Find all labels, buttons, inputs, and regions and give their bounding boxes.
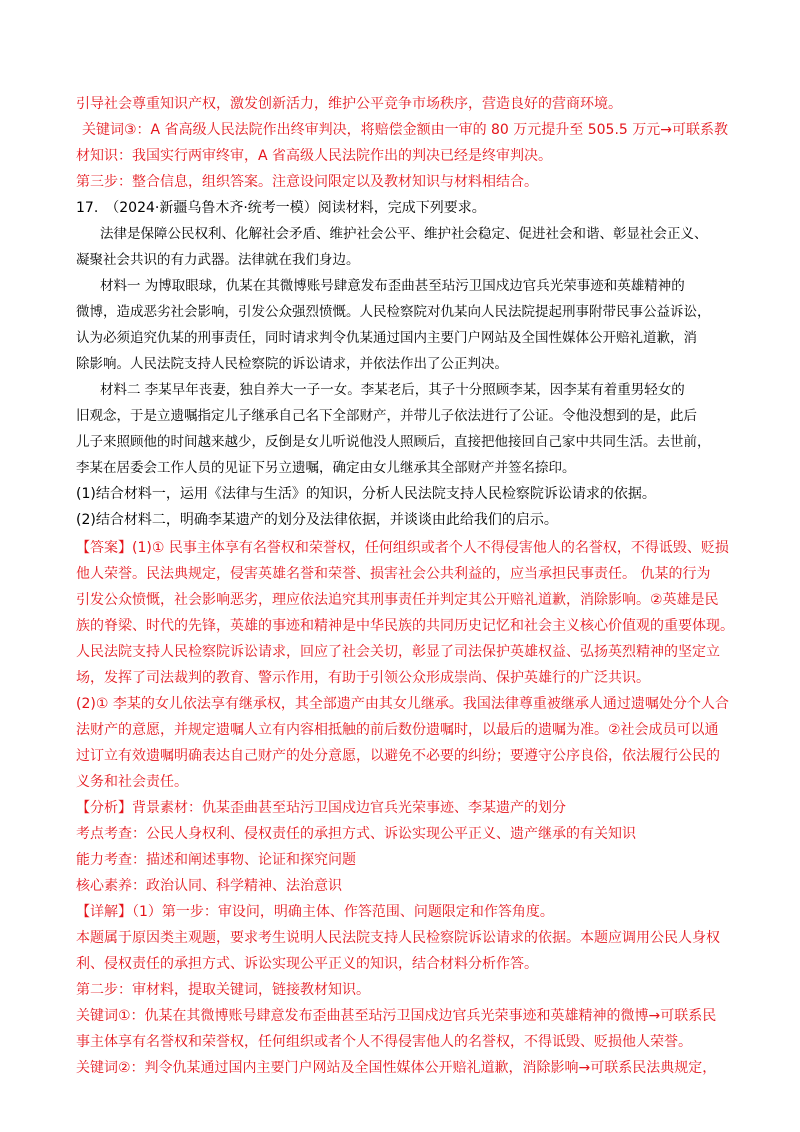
answer-line: 族的脊梁、时代的先锋，英雄的事迹和精神是中华民族的共同历史记忆和社会主义核心价值观的重要体现。 xyxy=(76,618,734,634)
text-line: 材知识：我国实行两审终审，A 省高级人民法院作出的判决已经是终审判决。 xyxy=(76,148,553,164)
detail-line: 关键词②：判令仇某通过国内主要门户网站及全国性媒体公开赔礼道歉，消除影响→可联系民法典规定， xyxy=(76,1060,717,1076)
analysis-line: 核心素养：政治认同、科学精神、法治意识 xyxy=(76,878,342,894)
text-line: 凝聚社会共识的有力武器。法律就在我们身边。 xyxy=(76,252,360,268)
detail-line: 【详解】（1）第一步：审设问，明确主体、作答范围、问题限定和作答角度。 xyxy=(76,904,554,920)
question-heading: 17. （2024·新疆乌鲁木齐·统考一模）阅读材料，完成下列要求。 xyxy=(76,200,486,216)
analysis-line: 能力考查：描述和阐述事物、论证和探究问题 xyxy=(76,852,356,868)
text-line: 第三步：整合信息，组织答案。注意设问限定以及教材知识与材料相结合。 xyxy=(76,174,538,190)
answer-line: 场，发挥了司法裁判的教育、警示作用，有助于引领公众形成崇尚、保护英雄行的广泛共识。 xyxy=(76,670,650,686)
question-part-1: (1)结合材料一，运用《法律与生活》的知识，分析人民法院支持人民检察院诉讼请求的依据。 xyxy=(76,486,656,502)
detail-line: 本题属于原因类主观题，要求考生说明人民法院支持人民检察院诉讼请求的依据。本题应调用公民人身权 xyxy=(76,930,720,946)
detail-line: 利、侵权责任的承担方式、诉讼实现公平正义的知识，结合材料分析作答。 xyxy=(76,956,538,972)
material-two-line: 旧观念，于是立遗嘱指定儿子继承自己名下全部财产，并带儿子依法进行了公证。令他没想到的是，此后 xyxy=(76,408,697,424)
material-two-line: 李某在居委会工作人员的见证下另立遗嘱，确定由女儿继承其全部财产并签名捺印。 xyxy=(76,460,576,476)
text-line: 关键词③：A 省高级人民法院作出终审判决，将赔偿金额由一审的 80 万元提升至 505.5 万元→可联系教 xyxy=(82,122,729,138)
question-part-2: (2)结合材料二，明确李某遗产的划分及法律依据，并谈谈由此给我们的启示。 xyxy=(76,512,558,528)
material-one-line: 认为必须追究仇某的刑事责任，同时请求判令仇某通过国内主要门户网站及全国性媒体公开赔礼道歉，消 xyxy=(76,330,697,346)
detail-line: 第二步：审材料，提取关键词，链接教材知识。 xyxy=(76,982,370,998)
answer-line: (2)① 李某的女儿依法享有继承权，其全部遗产由其女儿继承。我国法律尊重被继承人通过遗嘱处分个人合 xyxy=(76,696,729,712)
material-two-line: 材料二 李某早年丧妻，独自养大一子一女。李某老后，其子十分照顾李某，因李某有着重男轻女的 xyxy=(100,382,685,398)
answer-line: 人民法院支持人民检察院诉讼请求，回应了社会关切，彰显了司法保护英雄权益、弘扬英烈精神的坚定立 xyxy=(76,644,720,660)
answer-line: 义务和社会责任。 xyxy=(76,774,188,790)
analysis-line: 考点考查：公民人身权利、侵权责任的承担方式、诉讼实现公平正义、遗产继承的有关知识 xyxy=(76,826,636,842)
answer-line: 法财产的意愿，并规定遗嘱人立有内容相抵触的前后数份遗嘱时，以最后的遗嘱为准。②社会成员可以通 xyxy=(76,722,719,738)
answer-line: 过订立有效遗嘱明确表达自己财产的处分意愿，以避免不必要的纠纷；要遵守公序良俗，依法履行公民的 xyxy=(76,748,720,764)
text-line: 引导社会尊重知识产权，激发创新活力，维护公平竞争市场秩序，营造良好的营商环境。 xyxy=(76,96,622,112)
material-one-line: 材料一 为博取眼球，仇某在其微博账号肆意发布歪曲甚至玷污卫国戍边官兵光荣事迹和英雄精神的 xyxy=(100,278,685,294)
detail-line: 关键词①：仇某在其微博账号肆意发布歪曲甚至玷污卫国戍边官兵光荣事迹和英雄精神的微博→可联系民 xyxy=(76,1008,717,1024)
detail-line: 事主体享有名誉权和荣誉权，任何组织或者个人不得侵害他人的名誉权，不得诋毁、贬损他人荣誉。 xyxy=(76,1034,692,1050)
text-line: 法律是保障公民权利、化解社会矛盾、维护社会公平、维护社会稳定、促进社会和谐、彰显社会正义、 xyxy=(100,226,708,242)
material-one-line: 微博，造成恶劣社会影响，引发公众强烈愤慨。人民检察院对仇某向人民法院提起刑事附带民事公益诉讼， xyxy=(76,304,711,320)
analysis-line: 【分析】背景素材：仇某歪曲甚至玷污卫国戍边官兵光荣事迹、李某遗产的划分 xyxy=(76,800,566,816)
answer-line: 引发公众愤慨，社会影响恶劣，理应依法追究其刑事责任并判定其公开赔礼道歉，消除影响。②英雄是民 xyxy=(76,592,719,608)
answer-line: 他人荣誉。民法典规定，侵害英雄名誉和荣誉、损害社会公共利益的，应当承担民事责任。 仇某的行为 xyxy=(76,566,711,582)
answer-line: 【答案】(1)① 民事主体享有名誉权和荣誉权，任何组织或者个人不得侵害他人的名誉权，不得诋毁、贬损 xyxy=(76,540,729,556)
material-one-line: 除影响。人民法院支持人民检察院的诉讼请求，并依法作出了公正判决。 xyxy=(76,356,508,372)
material-two-line: 儿子来照顾他的时间越来越少，反倒是女儿听说他没人照顾后，直接把他接回自己家中共同生活。去世前， xyxy=(76,434,711,450)
